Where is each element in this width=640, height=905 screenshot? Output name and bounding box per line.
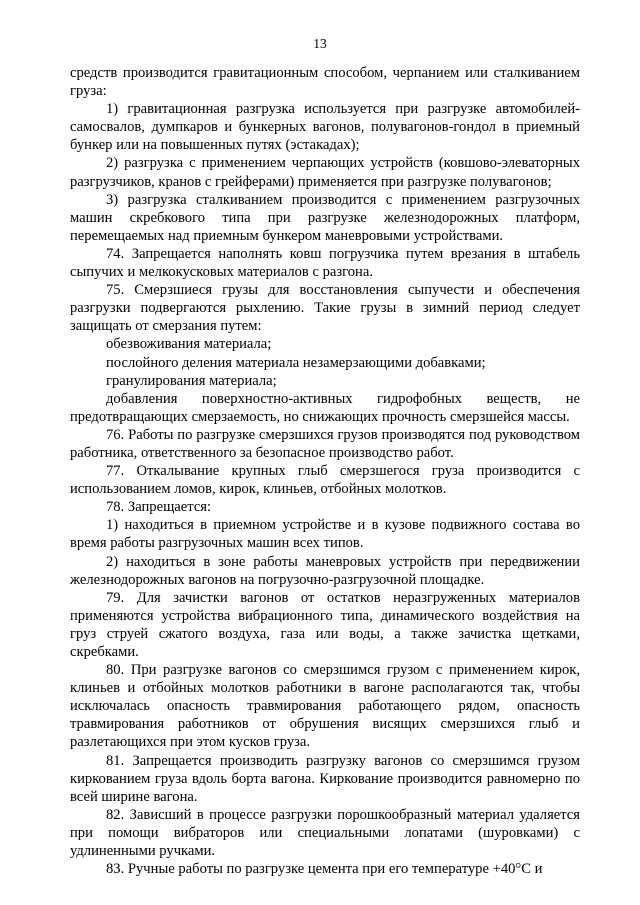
page-number: 13 (313, 36, 327, 51)
paragraph-83: 83. Ручные работы по разгрузке цемента при его температуре +40°С и (106, 861, 543, 878)
paragraph-81: 81. Запрещается производить разгрузку вагонов со смерзшимся грузом киркованием груза вдоль борта вагона. Киркование производится равномерно по всей ширине вагона. (70, 752, 580, 805)
paragraph-gravity-unloading: 1) гравитационная разгрузка используется при разгрузке автомобилей-самосвалов, думпкаров и бункерных вагонов, полувагонов-гондол в приемный бункер или на повышенных путях (эстакадах); (70, 101, 580, 154)
list-item-layering: послойного деления материала незамерзающими добавками; (106, 354, 486, 371)
paragraph-82: 82. Зависший в процессе разгрузки порошкообразный материал удаляется при помощи вибраторов или специальными лопатами (шуровками) с удлиненными ручками. (70, 806, 580, 860)
paragraph-push-unloading: 3) разгрузка сталкиванием производится с применением разгрузочных машин скребкового типа при разгрузке железнодорожных платформ, перемещаемых над приемным бункером маневровыми устройствами. (70, 191, 580, 244)
paragraph-79: 79. Для зачистки вагонов от остатков неразгруженных материалов применяются устройства вибрационного типа, динамического воздействия на груз струей сжатого воздуха, газа или воды, а также зачистка щетками, скребками. (70, 589, 580, 660)
paragraph-78: 78. Запрещается: (106, 499, 212, 516)
paragraph-78-item-1: 1) находиться в приемном устройстве и в кузове подвижного состава во время работы разгрузочных машин всех типов. (70, 517, 580, 552)
paragraph-76: 76. Работы по разгрузке смерзшихся грузов производятся под руководством работника, ответственного за безопасное производство работ. (70, 426, 580, 461)
paragraph-continuation: средств производится гравитационным способом, черпанием или сталкиванием груза: (70, 65, 580, 100)
paragraph-scooping-unloading: 2) разгрузка с применением черпающих устройств (ковшово-элеваторных разгрузчиков, кранов с грейферами) применяется при разгрузке полувагонов; (70, 155, 580, 190)
paragraph-75: 75. Смерзшиеся грузы для восстановления сыпучести и обеспечения разгрузки подвергаются рыхлению. Такие грузы в зимний период следует защищать от смерзания путем: (70, 282, 580, 335)
paragraph-80: 80. При разгрузке вагонов со смерзшимся грузом с применением кирок, клиньев и отбойных молотков работники в вагоне располагаются так, чтобы исключалась опасность травмирования работающего рядом, опасность травмирования работников от обрушения висящих смерзшихся глыб и разлетающихся при этом кусков груза. (70, 662, 580, 751)
paragraph-77: 77. Откалывание крупных глыб смерзшегося груза производится с использованием ломов, кирок, клиньев, отбойных молотков. (70, 463, 580, 498)
list-item-dewatering: обезвоживания материала; (106, 336, 272, 353)
paragraph-74: 74. Запрещается наполнять ковш погрузчика путем врезания в штабель сыпучих и мелкокусковых материалов с разгона. (70, 245, 580, 281)
list-item-granulating: гранулирования материала; (106, 372, 277, 389)
list-item-additives: добавления поверхностно-активных гидрофобных веществ, не предотвращающих смерзаемость, но снижающих прочность смерзшейся массы. (70, 390, 580, 425)
document-body (70, 64, 580, 878)
paragraph-78-item-2: 2) находиться в зоне работы маневровых устройств при передвижении железнодорожных вагонов на погрузочно-разгрузочной площадке. (70, 553, 580, 588)
